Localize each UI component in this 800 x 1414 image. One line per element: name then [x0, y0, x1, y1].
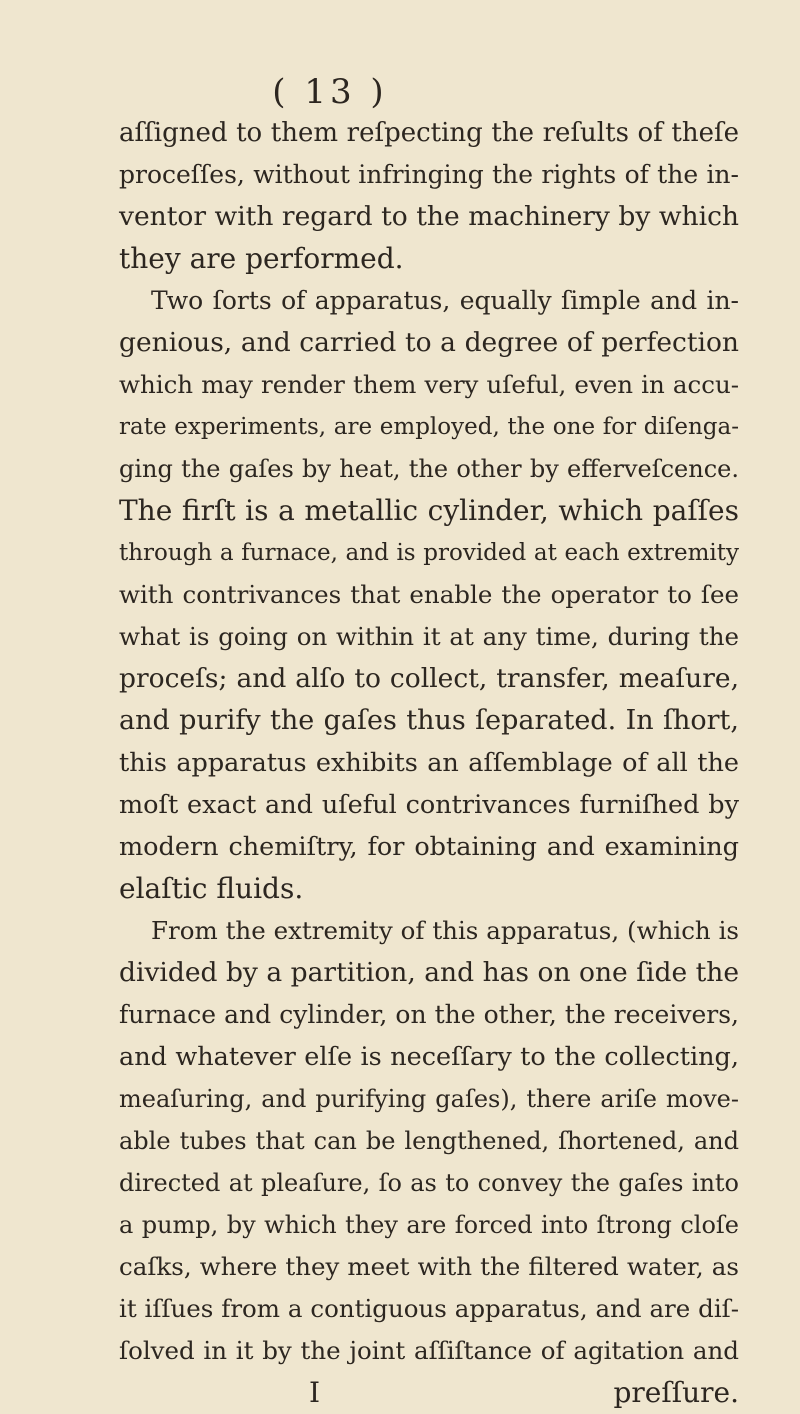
catchword: preſſure.: [613, 1376, 739, 1409]
text-line: caſks, where they meet with the filtered water, as: [119, 1252, 739, 1281]
text-line: proceſs; and alſo to collect, transfer, meaſure,: [119, 663, 739, 694]
text-line: and purify the gaſes thus ſeparated. In ſhort,: [119, 705, 739, 736]
body-text: [119, 112, 739, 1414]
page-number: ( 13 ): [272, 72, 388, 112]
text-line: through a furnace, and is provided at each extremity: [119, 540, 739, 566]
signature-mark: I: [309, 1376, 321, 1409]
text-line: and whatever elſe is neceſſary to the collecting,: [119, 1042, 739, 1072]
text-line: directed at pleaſure, ſo as to convey the gaſes into: [119, 1169, 739, 1197]
text-line: they are performed.: [119, 242, 404, 275]
text-line: ging the gaſes by heat, the other by effervеſcence.: [119, 455, 739, 483]
text-line: with contrivances that enable the operator to ſee: [119, 580, 739, 609]
text-line: this apparatus exhibits an aſſemblage of all the: [119, 748, 739, 778]
text-line: rate experiments, are employed, the one for diſenga-: [119, 414, 739, 440]
text-line: a pump, by which they are forced into ſtrong cloſe: [119, 1211, 739, 1239]
text-line: genious, and carried to a degree of perfection: [119, 327, 739, 358]
text-line: divided by a partition, and has on one ſide the: [119, 957, 739, 988]
text-line: which may render them very uſeful, even in accu-: [119, 370, 739, 399]
text-line: The firſt is a metallic cylinder, which paſſes: [119, 494, 739, 527]
text-line: proceſſes, without infringing the rights of the in-: [119, 160, 739, 189]
text-line: elaſtic fluids.: [119, 872, 304, 905]
text-line: able tubes that can be lengthened, ſhortened, and: [119, 1127, 739, 1155]
text-line: ſolved in it by the joint aſſiſtance of agitation and: [119, 1336, 739, 1365]
text-line: meaſuring, and purifying gaſes), there ariſe move-: [119, 1085, 739, 1113]
text-line: moſt exact and uſeful contrivances furniſhed by: [119, 790, 739, 820]
text-line: what is going on within it at any time, during the: [119, 622, 739, 651]
text-line: aſſigned to them reſpecting the reſults of theſe: [119, 118, 739, 148]
text-line: furnace and cylinder, on the other, the receivers,: [119, 1000, 739, 1029]
text-line: Two ſorts of apparatus, equally ſimple and in-: [151, 286, 739, 315]
text-line: it iſſues from a contiguous apparatus, and are diſ-: [119, 1294, 739, 1323]
text-line: From the extremity of this apparatus, (which is: [151, 916, 739, 945]
text-line: modern chemiſtry, for obtaining and examining: [119, 832, 739, 862]
page-footer: [119, 1372, 739, 1414]
text-line: ventor with regard to the machinery by which: [119, 201, 739, 232]
